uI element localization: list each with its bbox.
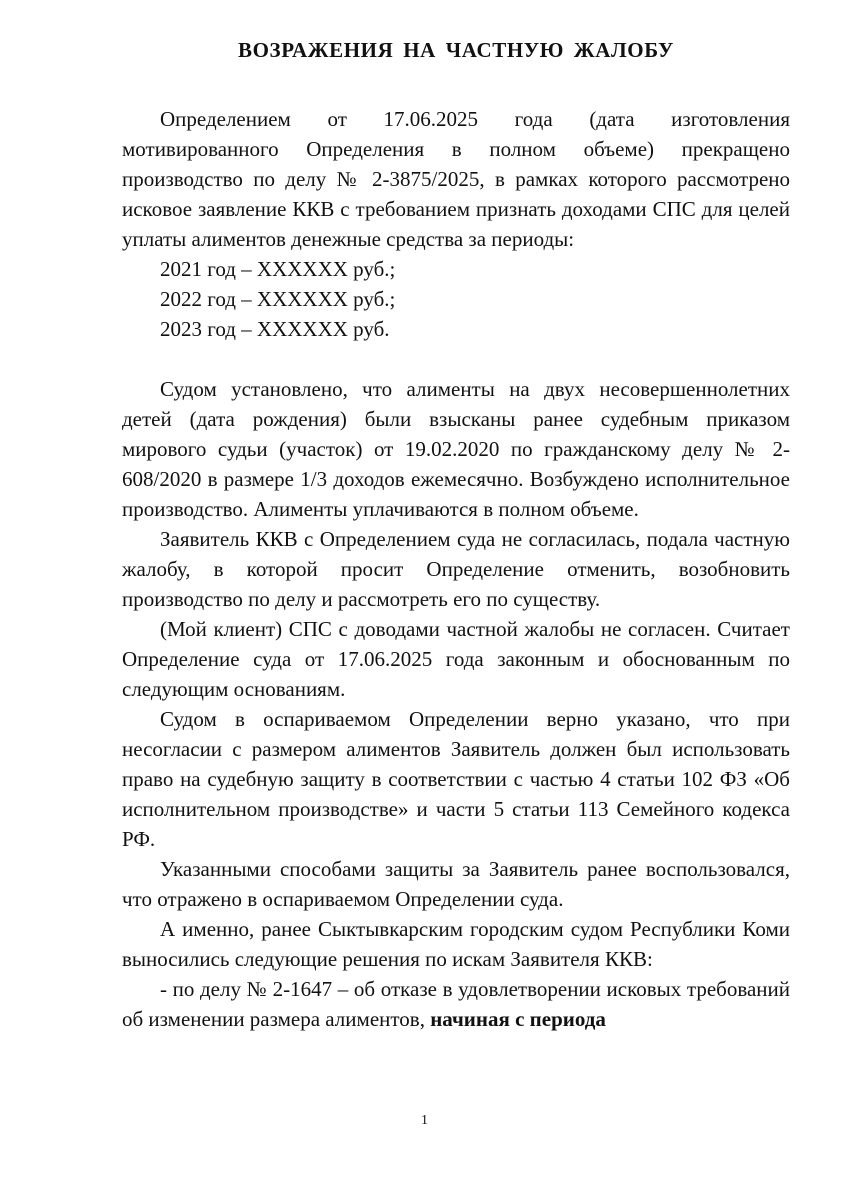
- paragraph-court-correct: Судом в оспариваемом Определении верно указано, что при несогласии с размером алиментов Заявитель должен был использовать право на судебную защиту в соответствии с частью 4 статьи 102 ФЗ «Об исполнительном производстве» и части 5 статьи 113 Семейного кодекса РФ.: [122, 707, 790, 851]
- period-line-2023: 2023 год – XXXXXX руб.: [160, 317, 390, 341]
- paragraph-case-2-1647: [122, 974, 790, 1034]
- paragraph-applicant-disagreed: Заявитель ККВ с Определением суда не согласилась, подала частную жалобу, в которой просит Определение отменить, возобновить производство по делу и рассмотреть его по существу.: [122, 527, 790, 611]
- paragraph-court-established: Судом установлено, что алименты на двух несовершеннолетних детей (дата рождения) были взысканы ранее судебным приказом мирового судьи (участок) от 19.02.2020 по гражданскому делу № 2-608/2020 в размере 1/3 доходов ежемесячно. Возбуждено исполнительное производство. Алименты уплачиваются в полном объеме.: [122, 377, 790, 521]
- page-number: 1: [421, 1113, 428, 1128]
- paragraph-previous-decisions: А именно, ранее Сыктывкарским городским судом Республики Коми выносились следующие решения по искам Заявителя ККВ:: [122, 917, 790, 971]
- case-2-1647-bold-text: начиная с периода: [430, 1007, 606, 1031]
- period-line-2022: 2022 год – XXXXXX руб.;: [160, 287, 396, 311]
- case-2-1647-text: - по делу № 2-1647 – об отказе в удовлетворении исковых требований об изменении размера алиментов,: [122, 977, 790, 1031]
- paragraph-client-position: (Мой клиент) СПС с доводами частной жалобы не согласен. Считает Определение суда от 17.06.2025 года законным и обоснованным по следующим основаниям.: [122, 617, 790, 701]
- period-line-2021: 2021 год – XXXXXX руб.;: [160, 257, 396, 281]
- document-page: [122, 36, 790, 1034]
- paragraph-gap: [122, 344, 790, 374]
- document-title: ВОЗРАЖЕНИЯ НА ЧАСТНУЮ ЖАЛОБУ: [238, 38, 674, 62]
- paragraph-ruling: Определением от 17.06.2025 года (дата изготовления мотивированного Определения в полном объеме) прекращено производство по делу № 2-3875/2025, в рамках которого рассмотрено исковое заявление ККВ с требованием признать доходами СПС для целей уплаты алиментов денежные средства за периоды:: [122, 107, 790, 251]
- paragraph-methods-used: Указанными способами защиты за Заявитель ранее воспользовался, что отражено в оспариваемом Определении суда.: [122, 857, 790, 911]
